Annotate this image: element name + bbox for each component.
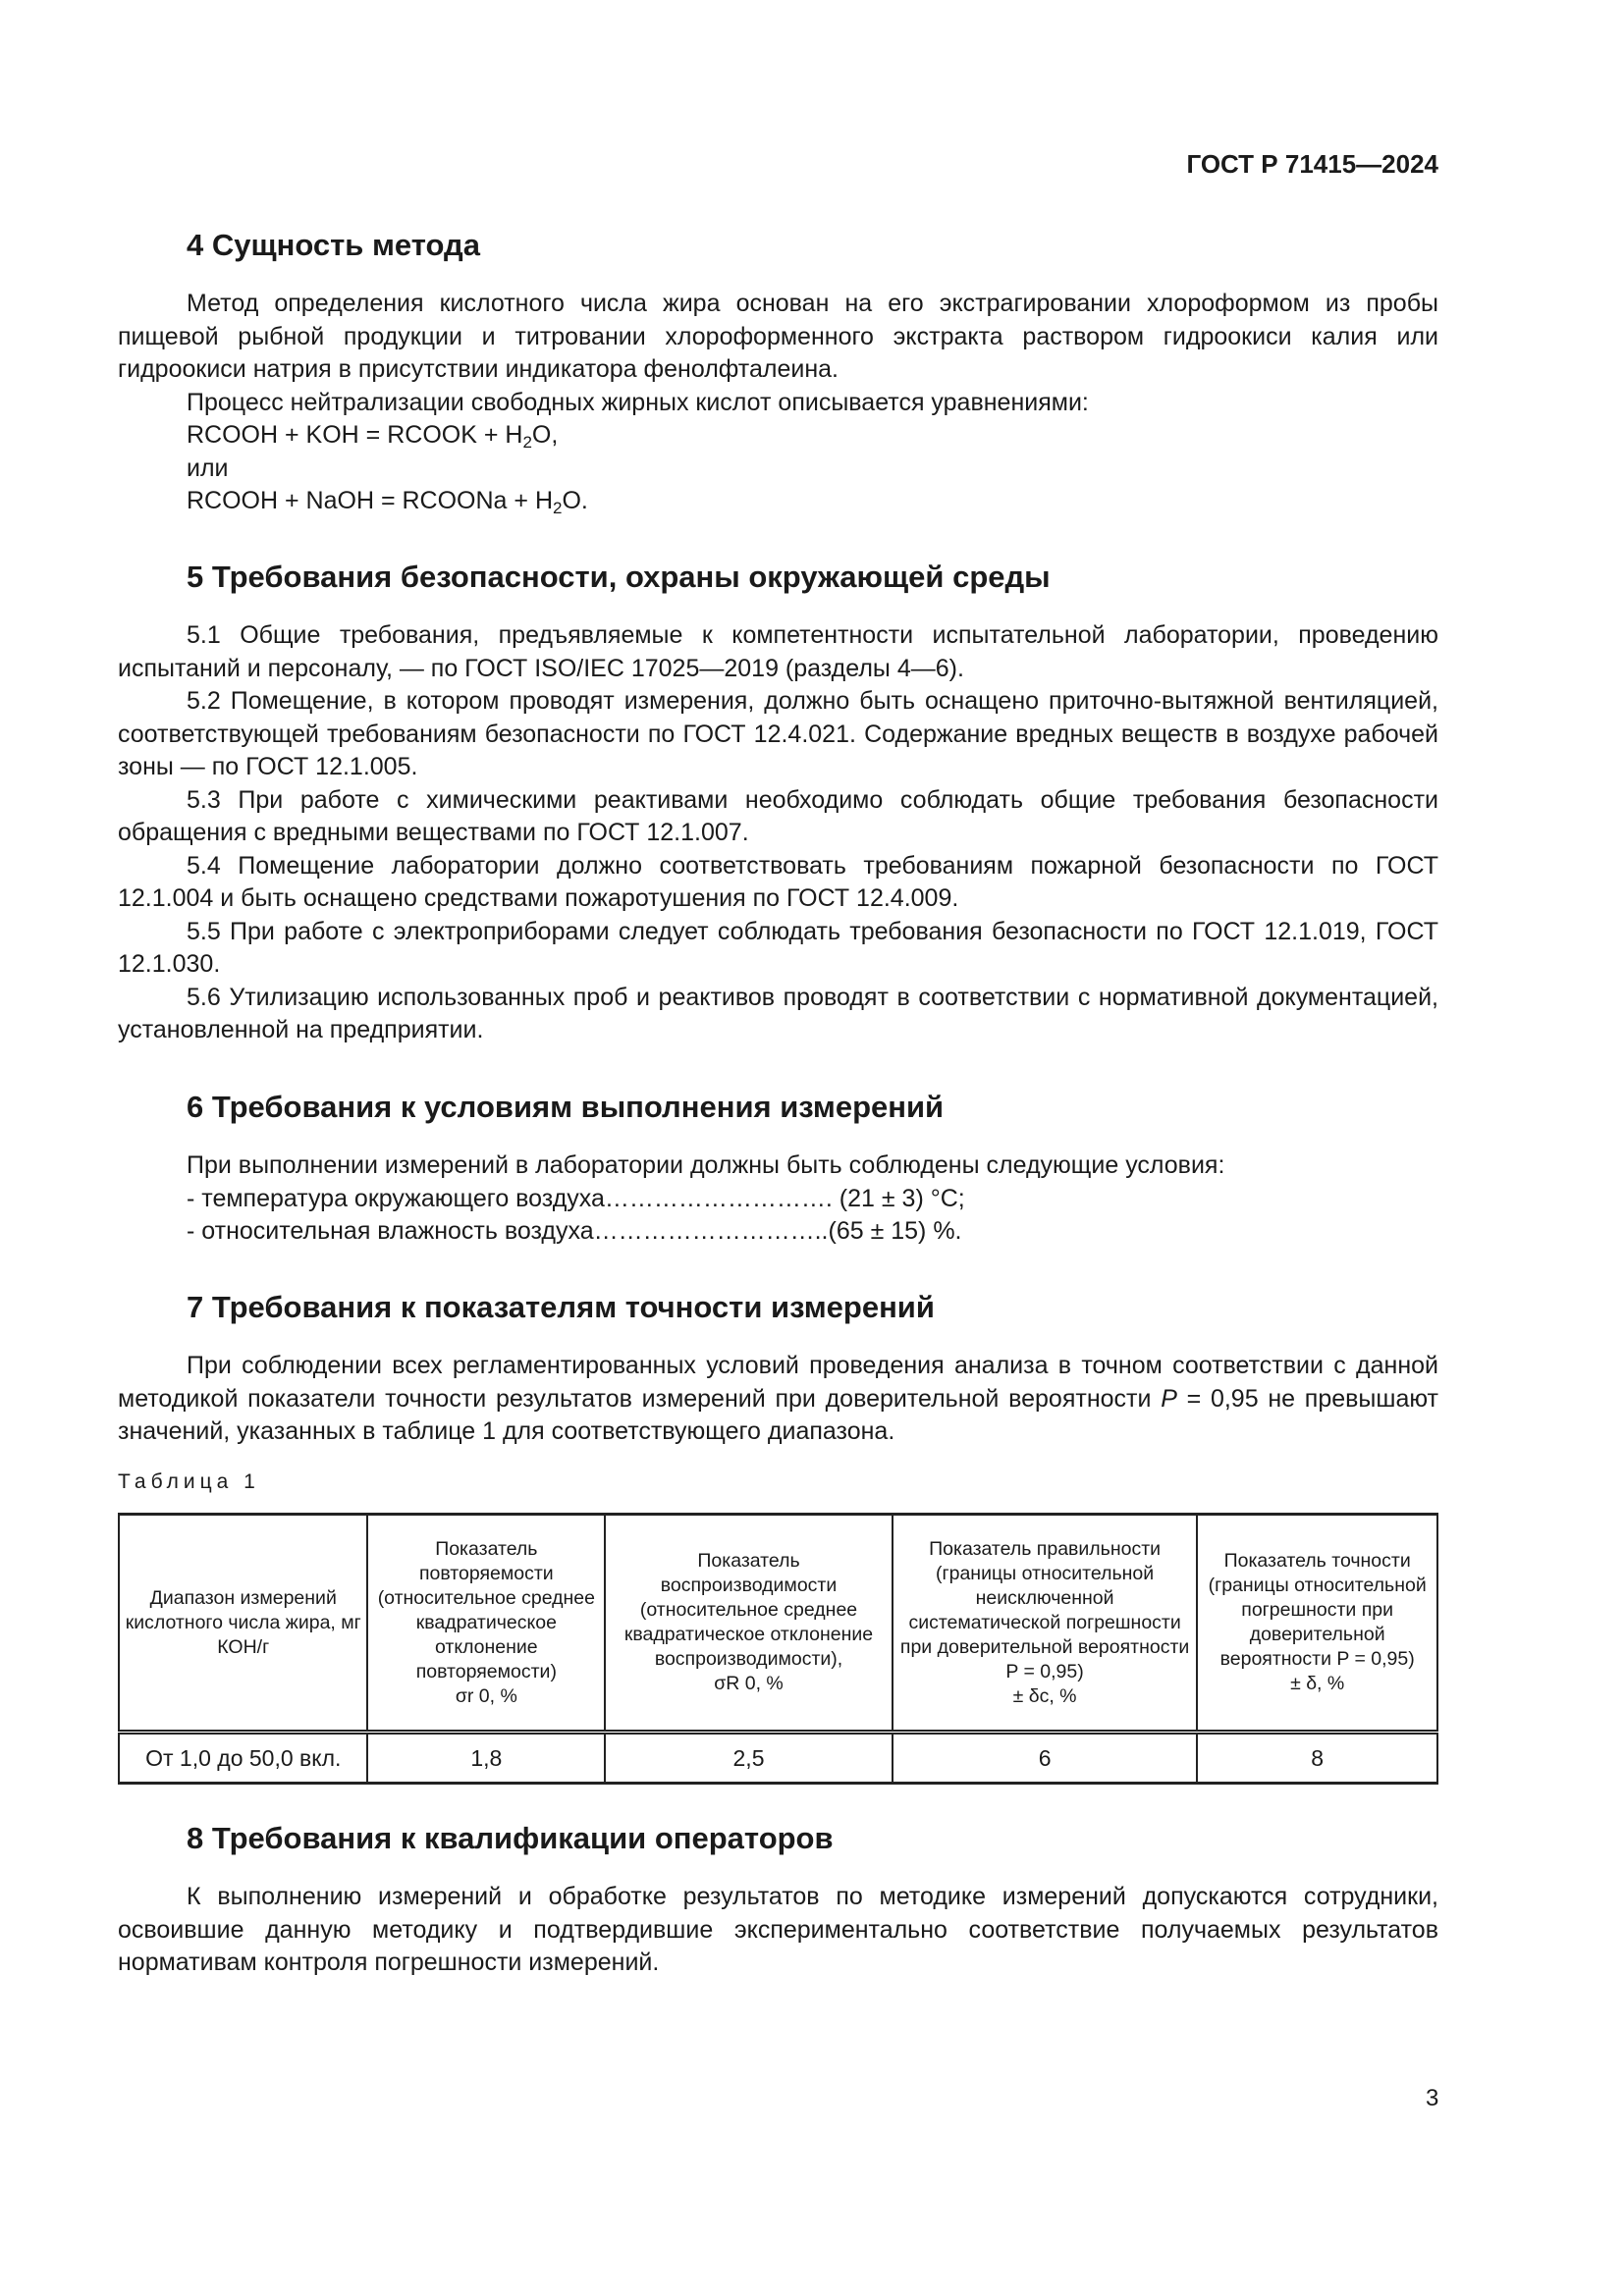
table-row (119, 1733, 1437, 1784)
condition-temperature: - температура окружающего воздуха………………………. (21 ± 3) °С; (187, 1184, 965, 1212)
section-5-heading: 5 Требования безопасности, охраны окружающей среды (187, 560, 1051, 594)
section-4-body (118, 288, 1438, 518)
clause-5-5: 5.5 При работе с электроприборами следует соблюдать требования безопасности по ГОСТ 12.1.019, ГОСТ 12.1.030. (118, 917, 1438, 978)
cell-trueness: 6 (893, 1733, 1197, 1784)
paragraph: К выполнению измерений и обработке результатов по методике измерений допускаются сотрудники, освоившие данную методику и подтвердившие экспериментально соответствие получаемых результатов нормативам контроля погрешности измерений. (118, 1883, 1438, 1976)
page-number: 3 (1426, 2085, 1439, 2111)
condition-humidity: - относительная влажность воздуха………………………..(65 ± 15) %. (187, 1217, 962, 1245)
paragraph: Метод определения кислотного числа жира основан на его экстрагировании хлороформом из пробы пищевой рыбной продукции и титровании хлороформенного экстракта раствором гидроокиси калия или гидроокиси натрия в присутствии индикатора фенолфталеина. (118, 290, 1438, 383)
section-6-heading: 6 Требования к условиям выполнения измерений (187, 1090, 945, 1124)
paragraph: Процесс нейтрализации свободных жирных кислот описывается уравнениями: (187, 388, 1089, 416)
section-8-heading: 8 Требования к квалификации операторов (187, 1821, 834, 1855)
header-reproducibility: Показатель воспроизводимости (относительное среднее квадратическое отклонение воспроизводимости), σR 0, % (605, 1515, 893, 1733)
section-4-heading: 4 Сущность метода (187, 228, 480, 262)
section-7-heading: 7 Требования к показателям точности измерений (187, 1290, 935, 1324)
clause-5-1: 5.1 Общие требования, предъявляемые к компетентности испытательной лаборатории, проведению испытаний и персоналу, — по ГОСТ ISO/IEC 17025—2019 (разделы 4—6). (118, 621, 1438, 682)
table-header-row (119, 1515, 1437, 1733)
section-8-body (118, 1881, 1438, 1980)
paragraph: При соблюдении всех регламентированных условий проведения анализа в точном соответствии с данной методикой показатели точности результатов измерений при доверительной вероятности P = 0,95 не превышают значений, указанных в таблице 1 для соответствующего диапазона. (118, 1352, 1438, 1445)
clause-5-4: 5.4 Помещение лаборатории должно соответствовать требованиям пожарной безопасности по ГОСТ 12.1.004 и быть оснащено средствами пожаротушения по ГОСТ 12.4.009. (118, 851, 1438, 912)
section-5-body (118, 619, 1438, 1047)
standard-number-header: ГОСТ Р 71415—2024 (1186, 149, 1438, 179)
cell-repeatability: 1,8 (367, 1733, 605, 1784)
equation-1: RCOOH + KOH = RCOOK + $H_2O$, (187, 421, 559, 452)
accuracy-table (118, 1513, 1438, 1785)
section-6-body (118, 1149, 1438, 1249)
paragraph: При выполнении измерений в лаборатории должны быть соблюдены следующие условия: (187, 1151, 1225, 1179)
header-trueness: Показатель правильности (границы относительной неисключенной систематической погрешности при доверительной вероятности P = 0,95) ± δс, % (893, 1515, 1197, 1733)
clause-5-3: 5.3 При работе с химическими реактивами необходимо соблюдать общие требования безопасности обращения с вредными веществами по ГОСТ 12.1.007. (118, 785, 1438, 846)
equation-2: RCOOH + NaOH = RCOONa + $H_2O$. (187, 487, 588, 517)
clause-5-6: 5.6 Утилизацию использованных проб и реактивов проводят в соответствии с нормативной документацией, установленной на предприятии. (118, 983, 1438, 1043)
header-accuracy: Показатель точности (границы относительной погрешности при доверительной вероятности P = 0,95) ± δ, % (1197, 1515, 1437, 1733)
cell-range: От 1,0 до 50,0 вкл. (119, 1733, 367, 1784)
cell-reproducibility: 2,5 (605, 1733, 893, 1784)
table-caption: Таблица 1 (118, 1470, 260, 1493)
clause-5-2: 5.2 Помещение, в котором проводят измерения, должно быть оснащено приточно-вытяжной вентиляцией, соответствующей требованиям безопасности по ГОСТ 12.4.021. Содержание вредных веществ в воздухе рабочей зоны — по ГОСТ 12.1.005. (118, 687, 1438, 780)
section-7-body (118, 1350, 1438, 1449)
header-repeatability: Показатель повторяемости (относительное среднее квадратическое отклонение повторяемости) σr 0, % (367, 1515, 605, 1733)
or-text: или (187, 454, 229, 482)
header-range: Диапазон измерений кислотного числа жира, мг КОН/г (119, 1515, 367, 1733)
cell-accuracy: 8 (1197, 1733, 1437, 1784)
